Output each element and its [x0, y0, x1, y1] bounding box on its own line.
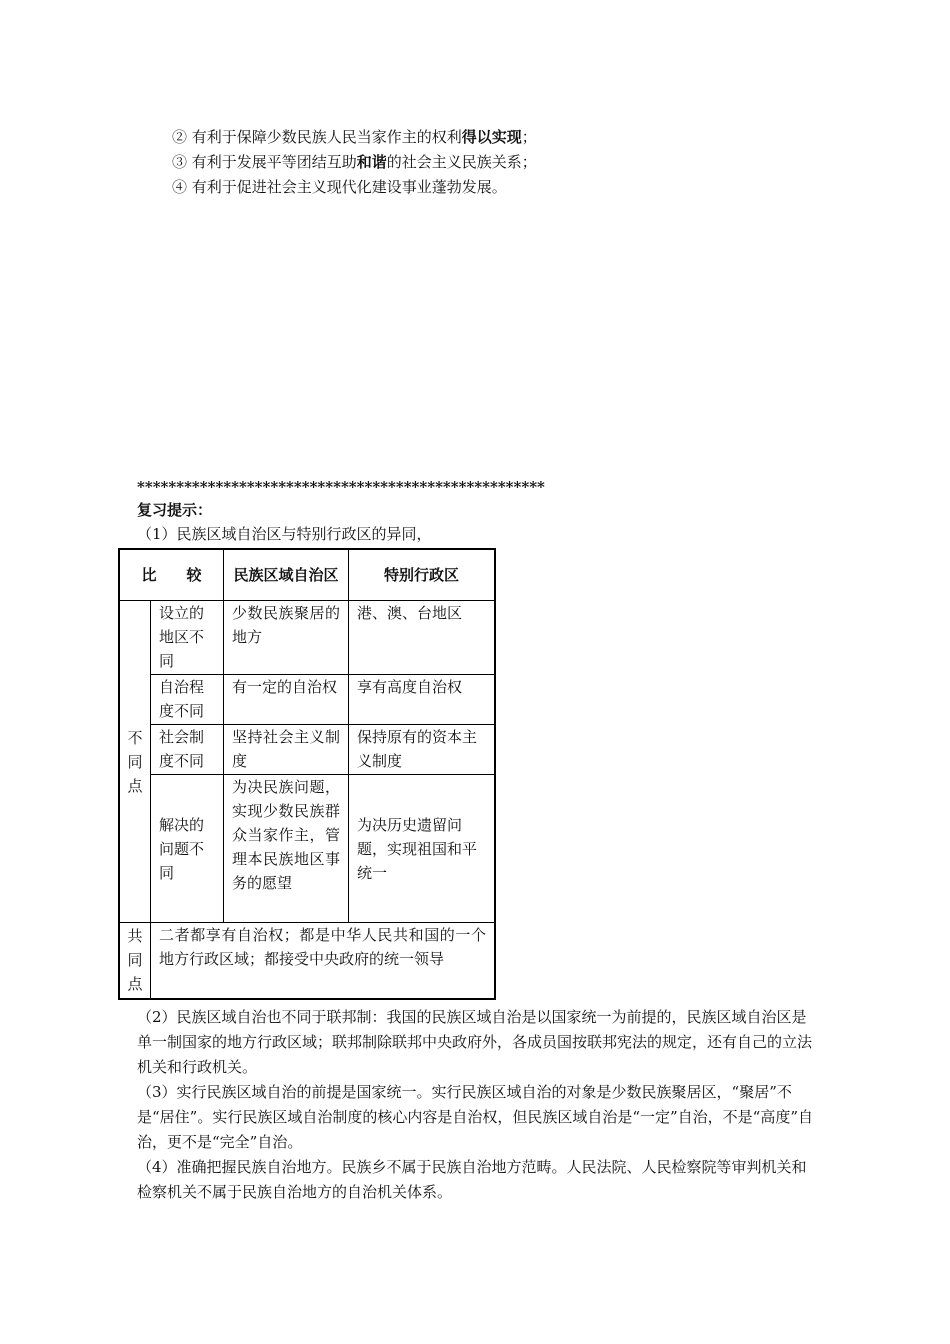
list-item-2-end: ；	[521, 128, 537, 146]
list-item-3-emphasis: 和谐	[356, 153, 387, 171]
row-autonomous-value: 坚持社会主义制度	[224, 725, 349, 775]
common-text: 二者都享有自治权；都是中华人民共和国的一个地方行政区域；都接受中央政府的统一领导	[151, 923, 496, 999]
table-header-row	[119, 549, 495, 601]
row-autonomous-value: 有一定的自治权	[224, 675, 349, 725]
point-1: （1）民族区域自治区与特别行政区的异同，	[137, 525, 432, 543]
list-item-3-end: 的社会主义民族关系；	[386, 153, 537, 171]
point-4: （4）准确把握民族自治地方。民族乡不属于民族自治地方范畴。人民法院、人民检察院等审判机关和检察机关不属于民族自治地方的自治机关体系。	[137, 1158, 807, 1201]
row-special-value: 保持原有的资本主义制度	[349, 725, 496, 775]
list-item-3	[172, 151, 537, 173]
point-2: （2）民族区域自治也不同于联邦制：我国的民族区域自治是以国家统一为前提的，民族区域自治区是单一制国家的地方行政区域；联邦制除联邦中央政府外，各成员国按联邦宪法的规定，还有自己的立法机关和行政机关。	[137, 1008, 813, 1076]
list-item-3-text: ③ 有利于发展平等团结互助	[172, 153, 357, 171]
common-label: 共同点	[119, 923, 151, 999]
header-special-admin-region: 特别行政区	[349, 549, 496, 601]
table-row	[119, 675, 495, 725]
row-aspect: 社会制度不同	[151, 725, 224, 775]
review-title: 复习提示：	[137, 501, 213, 519]
row-autonomous-value: 为决民族问题，实现少数民族群众当家作主，管理本民族地区事务的愿望	[224, 775, 349, 923]
list-item-2-text: ② 有利于保障少数民族人民当家作主的权利	[172, 128, 462, 146]
table-row	[119, 725, 495, 775]
header-compare: 比 较	[119, 549, 224, 601]
row-special-value: 为决历史遗留问题，实现祖国和平统一	[349, 775, 496, 923]
list-item-2-emphasis: 得以实现	[461, 128, 522, 146]
list-item-2	[172, 126, 537, 148]
diff-label: 不同点	[119, 601, 151, 923]
table-row-common	[119, 923, 495, 999]
row-autonomous-value: 少数民族聚居的地方	[224, 601, 349, 675]
table-row	[119, 775, 495, 923]
header-autonomous-region: 民族区域自治区	[224, 549, 349, 601]
list-item-4: ④ 有利于促进社会主义现代化建设事业蓬勃发展。	[172, 178, 507, 196]
row-aspect: 解决的问题不同	[151, 775, 224, 923]
point-3: （3）实行民族区域自治的前提是国家统一。实行民族区域自治的对象是少数民族聚居区，“聚居”不是“居住”。实行民族区域自治制度的核心内容是自治权，但民族区域自治是“一定”自治，不是“高度”自治，更不是“完全”自治。	[137, 1083, 814, 1151]
row-special-value: 港、澳、台地区	[349, 601, 496, 675]
table-row	[119, 601, 495, 675]
separator-line: ****************************************************	[137, 478, 545, 496]
row-aspect: 自治程度不同	[151, 675, 224, 725]
row-aspect: 设立的地区不同	[151, 601, 224, 675]
comparison-table	[118, 548, 496, 1000]
row-special-value: 享有高度自治权	[349, 675, 496, 725]
